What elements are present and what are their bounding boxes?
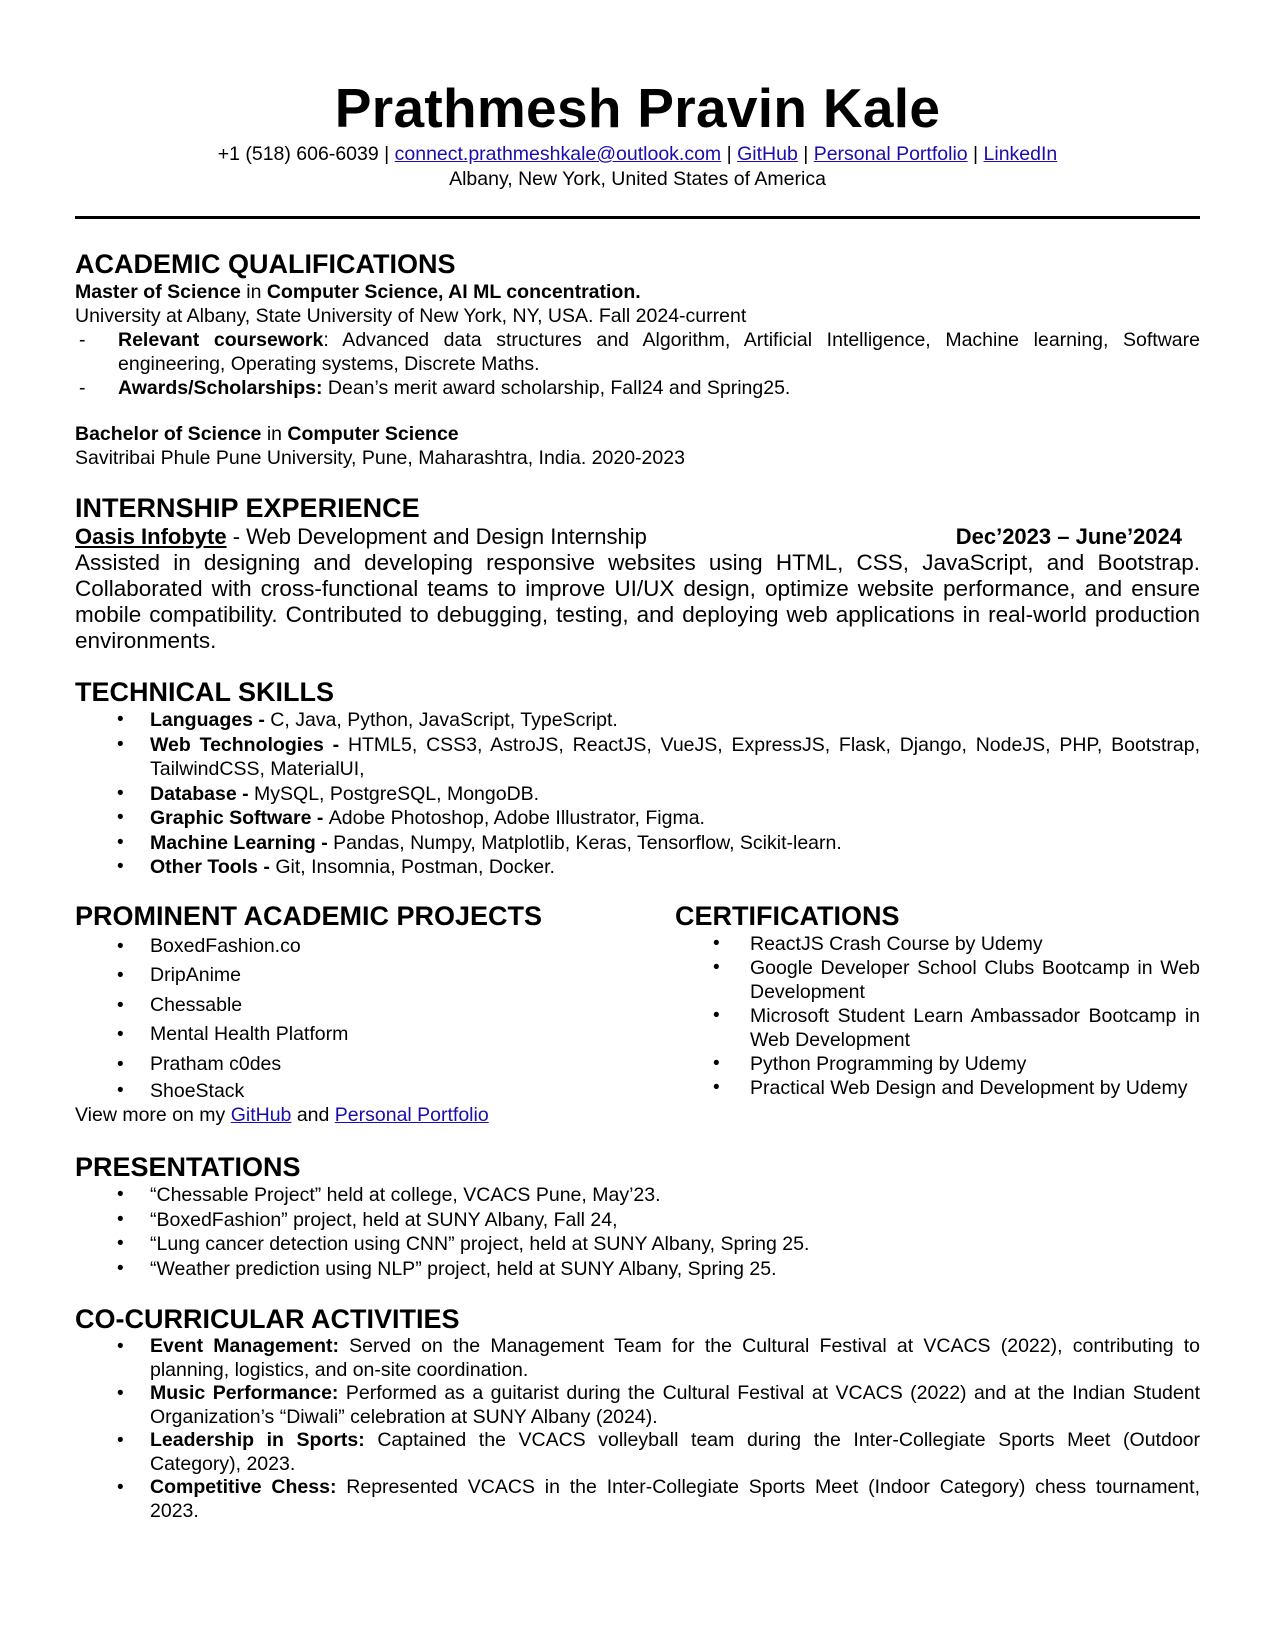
list-item: • Pratham c0des xyxy=(75,1050,650,1080)
degree-title: Bachelor of Science xyxy=(75,423,262,445)
list-item xyxy=(75,1335,1200,1382)
section-heading: INTERNSHIP EXPERIENCE xyxy=(75,493,420,523)
degree-connector: in xyxy=(240,281,267,303)
section-heading: PROMINENT ACADEMIC PROJECTS xyxy=(75,900,543,931)
list-item xyxy=(75,782,1200,807)
academic-section xyxy=(75,248,1200,470)
list-item xyxy=(75,328,1200,376)
section-heading: CO-CURRICULAR ACTIVITIES xyxy=(75,1304,460,1334)
certifications-section xyxy=(675,900,1200,1128)
presentations-list xyxy=(75,1183,1200,1281)
internship-title-line xyxy=(75,524,1200,550)
list-item: • “Lung cancer detection using CNN” project, held at SUNY Albany, Spring 25. xyxy=(75,1232,1200,1257)
list-item xyxy=(75,855,1200,880)
list-item: • Google Developer School Clubs Bootcamp in Web Development xyxy=(675,956,1200,1004)
list-item xyxy=(75,708,1200,733)
skill-text: Git, Insomnia, Postman, Docker. xyxy=(275,856,555,878)
list-item: • “BoxedFashion” project, held at SUNY Albany, Fall 24, xyxy=(75,1208,1200,1233)
section-heading: PRESENTATIONS xyxy=(75,1152,301,1182)
list-item xyxy=(75,1382,1200,1429)
list-item: • ShoeStack xyxy=(75,1079,650,1103)
skills-section xyxy=(75,676,1200,880)
list-item: • Practical Web Design and Development by Udemy xyxy=(675,1076,1200,1100)
activity-text: Represented VCACS in the Inter-Collegiate Sports Meet (Indoor Category) chess tournament, 2023. xyxy=(150,1476,1200,1522)
internship-description: Assisted in designing and developing responsive websites using HTML, CSS, JavaScript, and Bootstrap. Collaborated with cross-functional teams to improve UI/UX design, optimize website performance, and ensure mobile compatibility. Contributed to debugging, testing, and deploying web applications in real-world production environments. xyxy=(75,550,1200,653)
projects-certifications-row xyxy=(75,900,1200,1128)
list-item: • ReactJS Crash Course by Udemy xyxy=(675,932,1200,956)
linkedin-link[interactable]: LinkedIn xyxy=(983,143,1058,165)
presentations-section xyxy=(75,1151,1200,1281)
phone-number: +1 (518) 606-6039 xyxy=(217,143,379,165)
ms-degree-line xyxy=(75,280,1200,304)
bs-degree-line xyxy=(75,422,1200,446)
skill-label: Graphic Software - xyxy=(150,807,329,829)
ms-school: University at Albany, State University of New York, NY, USA. Fall 2024-current xyxy=(75,305,747,327)
list-item xyxy=(75,831,1200,856)
separator: | xyxy=(378,143,395,165)
skill-label: Other Tools - xyxy=(150,856,276,878)
skill-text: C, Java, Python, JavaScript, TypeScript. xyxy=(270,709,618,731)
projects-more-line xyxy=(75,1103,650,1127)
activities-list xyxy=(75,1335,1200,1523)
internship-title xyxy=(75,524,647,550)
list-item: • Chessable xyxy=(75,991,650,1021)
list-item xyxy=(75,376,1200,400)
activity-text: Captained the VCACS volleyball team during the Inter-Collegiate Sports Meet (Outdoor Category), 2023. xyxy=(150,1429,1201,1475)
activity-label: Event Management: xyxy=(150,1335,339,1357)
email-link[interactable]: connect.prathmeshkale@outlook.com xyxy=(394,143,722,165)
contact-line xyxy=(75,142,1200,167)
list-item xyxy=(75,806,1200,831)
candidate-name: Prathmesh Pravin Kale xyxy=(334,77,941,139)
projects-list xyxy=(75,932,650,1104)
degree-field: Computer Science, AI ML concentration. xyxy=(266,281,641,303)
separator: | xyxy=(797,143,814,165)
degree-field: Computer Science xyxy=(287,423,459,445)
ms-details-list xyxy=(75,328,1200,400)
list-item: • Mental Health Platform xyxy=(75,1020,650,1050)
separator: | xyxy=(967,143,984,165)
more-and: and xyxy=(291,1104,335,1126)
list-item: • Python Programming by Udemy xyxy=(675,1052,1200,1076)
activity-text: Served on the Management Team for the Cultural Festival at VCACS (2022), contributing to planning, logistics, and on-site coordination. xyxy=(150,1335,1200,1381)
list-item: • BoxedFashion.co xyxy=(75,932,650,962)
section-heading: TECHNICAL SKILLS xyxy=(75,677,335,707)
list-item xyxy=(75,1429,1200,1476)
skill-text: HTML5, CSS3, AstroJS, ReactJS, VueJS, ExpressJS, Flask, Django, NodeJS, PHP, Bootstrap, TailwindCSS, MaterialUI, xyxy=(150,733,1200,780)
resume-page xyxy=(75,0,1200,1523)
activities-section xyxy=(75,1303,1200,1523)
activity-label: Leadership in Sports: xyxy=(150,1429,365,1451)
skill-label: Languages - xyxy=(150,709,271,731)
github-link[interactable]: GitHub xyxy=(737,143,798,165)
list-item xyxy=(75,733,1200,782)
item-text: Dean’s merit award scholarship, Fall24 and Spring25. xyxy=(322,377,791,399)
projects-github-link[interactable]: GitHub xyxy=(230,1104,292,1126)
list-item: • DripAnime xyxy=(75,961,650,991)
list-item: • “Chessable Project” held at college, VCACS Pune, May’23. xyxy=(75,1183,1200,1208)
projects-section xyxy=(75,900,650,1128)
activity-label: Music Performance: xyxy=(150,1382,339,1404)
list-item: • Microsoft Student Learn Ambassador Bootcamp in Web Development xyxy=(675,1004,1200,1052)
activity-text: Performed as a guitarist during the Cultural Festival at VCACS (2022) and at the Indian Student Organization’s “Diwali” celebration at SUNY Albany (2024). xyxy=(150,1382,1200,1428)
internship-dates: Dec’2023 – June’2024 xyxy=(955,524,1182,549)
item-label: Awards/Scholarships: xyxy=(118,377,323,399)
degree-title: Master of Science xyxy=(75,281,241,303)
company-name: Oasis Infobyte xyxy=(75,524,227,549)
projects-portfolio-link[interactable]: Personal Portfolio xyxy=(334,1104,489,1126)
header-divider xyxy=(75,216,1200,219)
skill-text: Pandas, Numpy, Matplotlib, Keras, Tensorflow, Scikit-learn. xyxy=(333,831,842,854)
location: Albany, New York, United States of America xyxy=(449,168,826,190)
skill-text: MySQL, PostgreSQL, MongoDB. xyxy=(254,782,540,805)
internship-section xyxy=(75,492,1200,654)
section-heading: CERTIFICATIONS xyxy=(675,900,900,931)
skills-list xyxy=(75,708,1200,880)
internship-role: - Web Development and Design Internship xyxy=(226,524,647,549)
skill-label: Machine Learning - xyxy=(150,831,334,854)
portfolio-link[interactable]: Personal Portfolio xyxy=(813,143,968,165)
item-text: : Advanced data structures and Algorithm, Artificial Intelligence, Machine learning, Software engineering, Operating systems, Discrete Maths. xyxy=(118,329,1200,375)
section-heading: ACADEMIC QUALIFICATIONS xyxy=(75,249,456,279)
list-item xyxy=(75,1476,1200,1523)
degree-connector: in xyxy=(261,423,288,445)
bs-school: Savitribai Phule Pune University, Pune, Maharashtra, India. 2020-2023 xyxy=(75,447,685,469)
skill-label: Database - xyxy=(150,782,255,805)
more-prefix: View more on my xyxy=(75,1104,231,1126)
skill-label: Web Technologies - xyxy=(150,733,348,756)
certifications-list xyxy=(675,932,1200,1100)
list-item: • “Weather prediction using NLP” project, held at SUNY Albany, Spring 25. xyxy=(75,1257,1200,1282)
skill-text: Adobe Photoshop, Adobe Illustrator, Figma. xyxy=(328,807,705,829)
item-label: Relevant coursework xyxy=(118,329,324,351)
separator: | xyxy=(721,143,738,165)
activity-label: Competitive Chess: xyxy=(150,1476,337,1498)
